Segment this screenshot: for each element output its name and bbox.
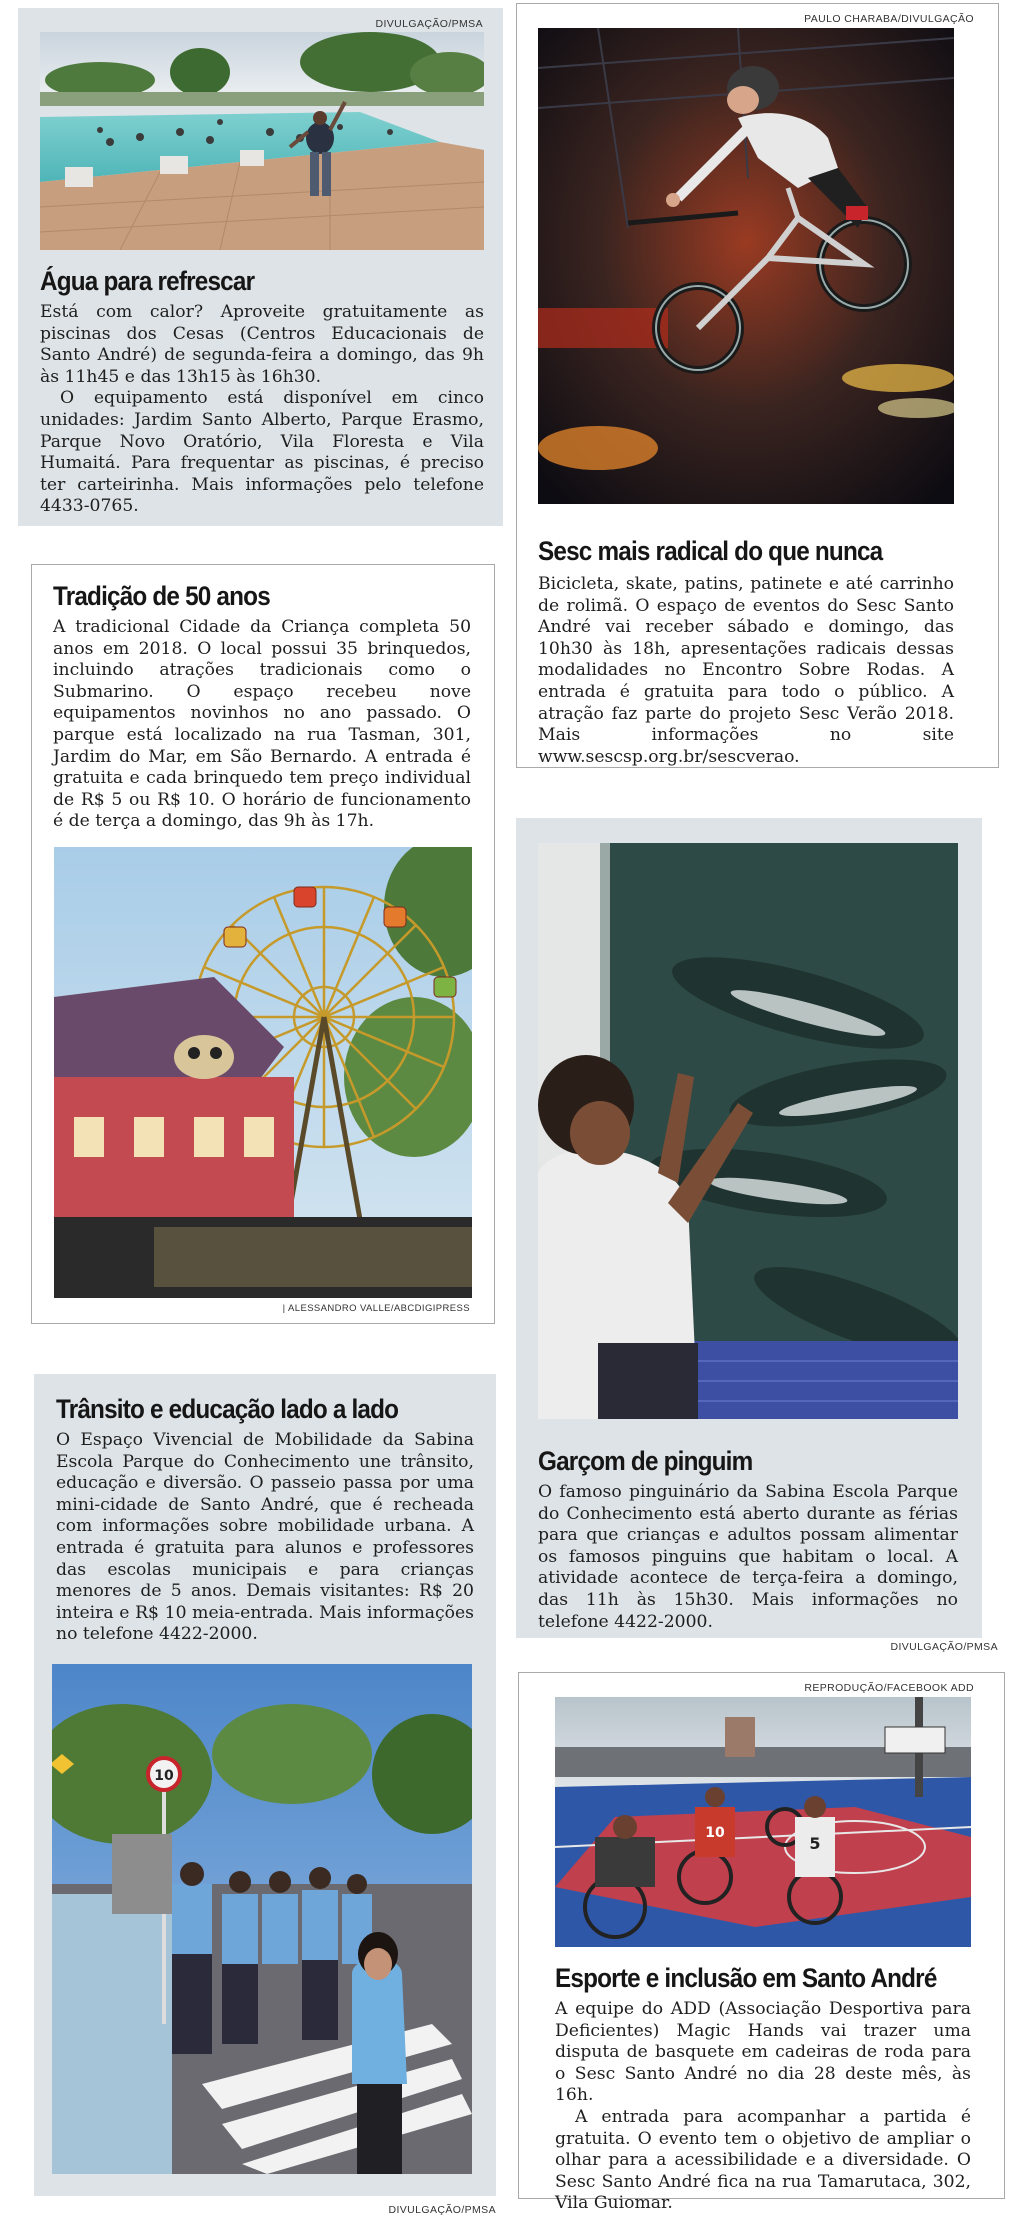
article-paragraph: O Espaço Vivencial de Mobilidade da Sabina Escola Parque do Conhecimento une trânsito, educação e diversão. O passeio passa por uma mini-cidade de Santo André, que é recheada com informações sobre mobilidade urbana. A entrada é gratuita para alunos e professores das escolas municipais e para crianças menores de 5 anos. Demais visitantes: R$ 20 inteira e R$ 10 meia-entrada. Mais informações no telefone 4422-2000.	[56, 1430, 474, 1645]
article-body	[56, 1430, 474, 1646]
article-body	[40, 302, 484, 518]
jersey-number: 10	[705, 1825, 725, 1841]
article-title: Garçom de pinguim	[538, 1446, 753, 1476]
photo-credit: PAULO CHARABA/DIVULGAÇÃO	[804, 13, 974, 25]
pool-photo	[40, 32, 484, 250]
ferris-wheel-photo	[54, 847, 472, 1298]
article-tradicao	[31, 564, 495, 1324]
photo-credit: REPRODUÇÃO/FACEBOOK ADD	[804, 1682, 974, 1694]
traffic-education-photo	[52, 1664, 472, 2174]
article-paragraph: O famoso pinguinário da Sabina Escola Parque do Conhecimento está aberto durante as férias para que crianças e adultos possam alimentar os famosos pinguins que habitam o local. A atividade acontece de terça-feira a domingo, das 11h às 15h30. Mais informações no telefone 4422-2000.	[538, 1482, 958, 1632]
article-paragraph: A entrada para acompanhar a partida é gratuita. O evento tem o objetivo de ampliar o olhar para a acessibilidade e a diversidade. O Sesc Santo André fica na rua Tamarutaca, 302, Vila Guiomar.	[555, 2106, 971, 2214]
photo-credit: DIVULGAÇÃO/PMSA	[375, 18, 483, 30]
photo-credit: DIVULGAÇÃO/PMSA	[388, 2204, 496, 2216]
article-title: Tradição de 50 anos	[53, 581, 270, 611]
photo-credit: DIVULGAÇÃO/PMSA	[890, 1641, 998, 1653]
photo-credit: | ALESSANDRO VALLE/ABCDIGIPRESS	[282, 1303, 470, 1314]
article-paragraph: A equipe do ADD (Associação Desportiva para Deficientes) Magic Hands vai trazer uma disputa de basquete em cadeiras de roda para o Sesc Santo André no dia 28 deste mês, às 16h.	[555, 1999, 971, 2106]
article-agua	[18, 8, 503, 526]
article-paragraph: Bicicleta, skate, patins, patinete e até carrinho de rolimã. O espaço de eventos do Sesc Santo André vai receber sábado e domingo, das 10h30 às 18h, apresentações radicais dessas modalidades no Encontro Sobre Rodas. A entrada é gratuita para todo o público. A atração faz parte do projeto Sesc Verão 2018. Mais informações no site www.sescsp.org.br/sescverao.	[538, 574, 954, 767]
article-body	[555, 1999, 971, 2215]
article-paragraph: A tradicional Cidade da Criança completa 50 anos em 2018. O local possui 35 brinquedos, incluindo atrações tradicionais como o Submarino. O espaço recebeu nove equipamentos novinhos no ano passado. O parque está localizado na rua Tasman, 301, Jardim do Mar, em São Bernardo. A entrada é gratuita e cada brinquedo tem preço individual de R$ 5 ou R$ 10. O horário de funcionamento é de terça a domingo, das 9h às 17h.	[53, 617, 471, 832]
article-transito	[34, 1374, 496, 2216]
article-pinguim	[516, 818, 998, 1653]
article-title: Sesc mais radical do que nunca	[538, 536, 883, 566]
sign-number: 10	[154, 1768, 174, 1784]
bmx-photo	[538, 28, 954, 504]
article-title: Esporte e inclusão em Santo André	[555, 1963, 937, 1993]
article-paragraph: O equipamento está disponível em cinco unidades: Jardim Santo Alberto, Parque Erasmo, Parque Novo Oratório, Vila Floresta e Vila Humaitá. Para frequentar as piscinas, é preciso ter carteirinha. Mais informações pelo telefone 4433-0765.	[40, 388, 484, 517]
article-title: Água para refrescar	[40, 266, 255, 296]
article-body	[538, 1482, 958, 1633]
article-body	[538, 574, 954, 768]
article-title: Trânsito e educação lado a lado	[56, 1394, 399, 1424]
penguin-photo	[538, 843, 958, 1419]
wheelchair-basketball-photo	[555, 1697, 971, 1947]
article-esporte	[518, 1672, 1005, 2214]
article-paragraph: Está com calor? Aproveite gratuitamente as piscinas dos Cesas (Centros Educacionais de Santo André) de segunda-feira a domingo, das 9h às 11h45 e das 13h15 às 16h30.	[40, 302, 484, 387]
jersey-number: 5	[809, 1834, 821, 1853]
article-sesc	[516, 3, 999, 768]
article-body	[53, 617, 471, 833]
